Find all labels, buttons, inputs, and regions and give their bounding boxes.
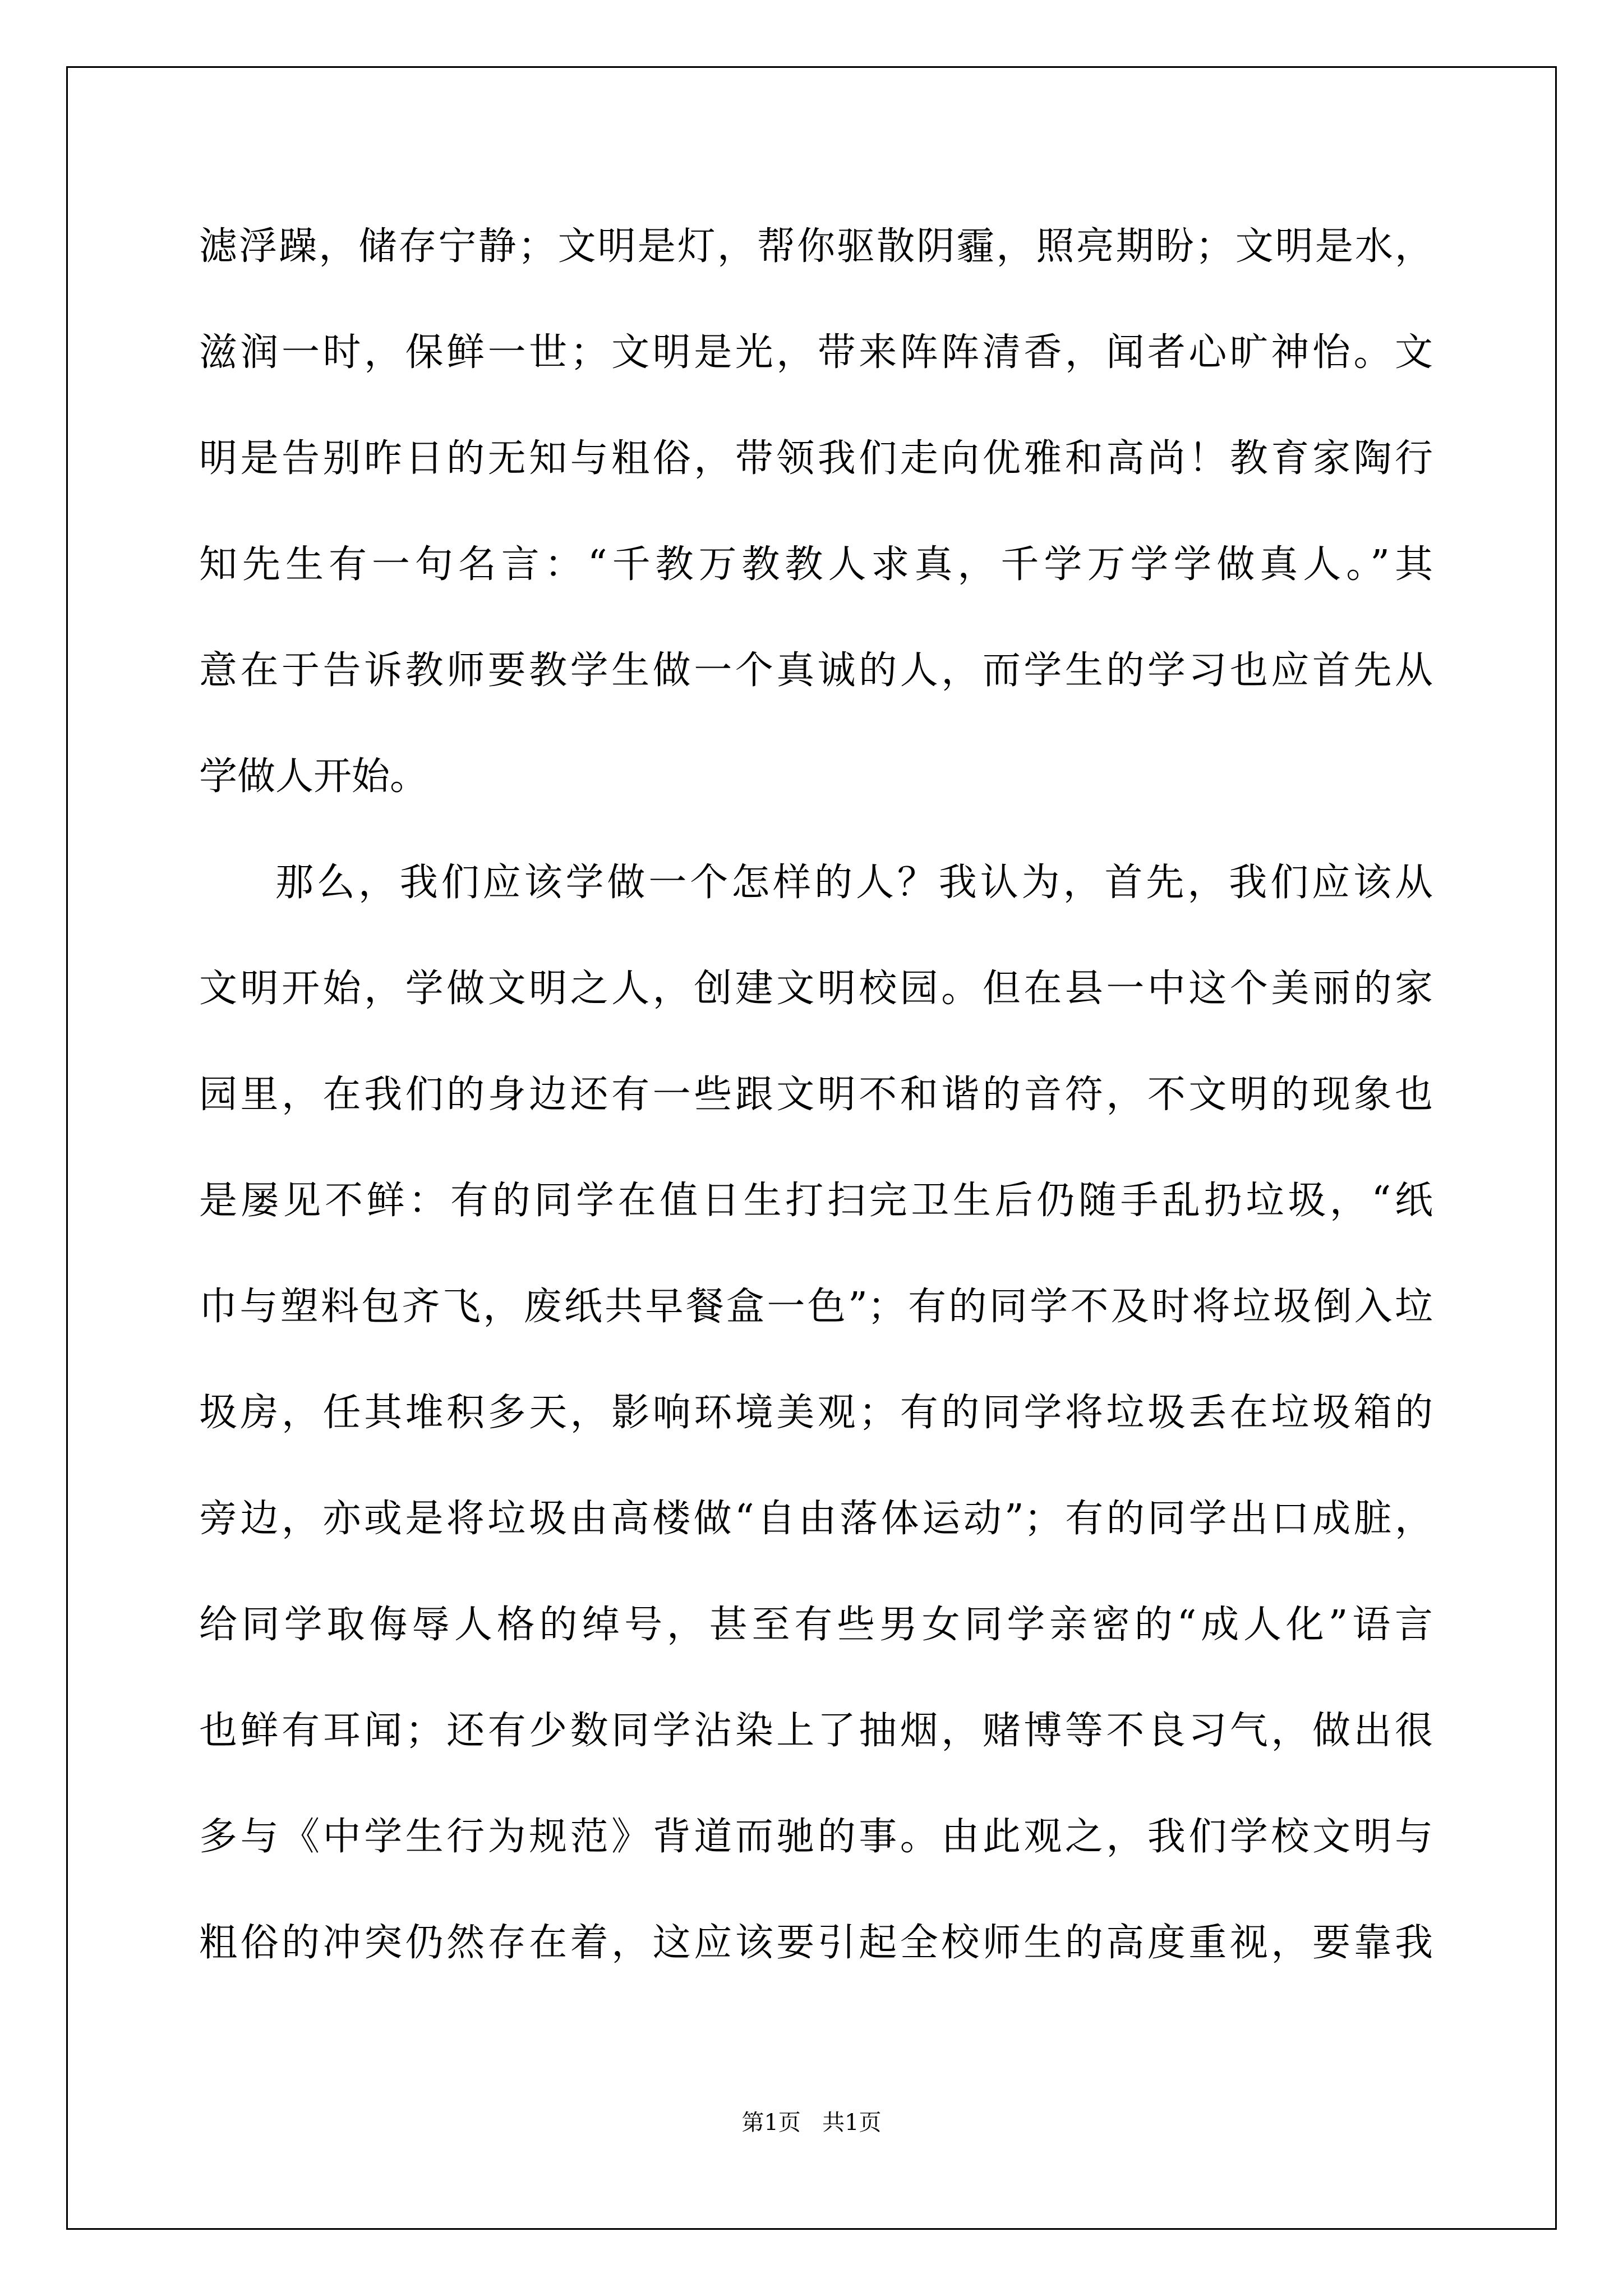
text-line: 是屡见不鲜：有的同学在值日生打扫完卫生后仍随手乱扔垃圾，“纸 [199, 1179, 1433, 1223]
text-line: 滤浮躁，储存宁静；文明是灯，帮你驱散阴霾，照亮期盼；文明是水， [199, 224, 1433, 269]
text-line: 旁边，亦或是将垃圾由高楼做“自由落体运动”；有的同学出口成脏， [199, 1497, 1433, 1541]
text-line: 粗俗的冲突仍然存在着，这应该要引起全校师生的高度重视，要靠我 [199, 1921, 1433, 1965]
text-line: 园里，在我们的身边还有一些跟文明不和谐的音符，不文明的现象也 [199, 1073, 1433, 1117]
text-line: 意在于告诉教师要教学生做一个真诚的人，而学生的学习也应首先从 [199, 648, 1433, 693]
page-total: 共1页 [822, 2110, 882, 2136]
text-line: 也鲜有耳闻；还有少数同学沾染上了抽烟，赌博等不良习气，做出很 [199, 1709, 1433, 1753]
text-line: 知先生有一句名言：“千教万教教人求真，千学万学学做真人。”其 [199, 542, 1433, 587]
page-footer [0, 2105, 1623, 2137]
text-line: 明是告别昨日的无知与粗俗，带领我们走向优雅和高尚！教育家陶行 [199, 436, 1433, 481]
text-line: 学做人开始。 [199, 754, 428, 799]
text-line: 滋润一时，保鲜一世；文明是光，带来阵阵清香，闻者心旷神怡。文 [199, 330, 1433, 375]
text-line: 给同学取侮辱人格的绰号，甚至有些男女同学亲密的“成人化”语言 [199, 1603, 1433, 1647]
document-body [199, 194, 1433, 1996]
text-line: 圾房，任其堆积多天，影响环境美观；有的同学将垃圾丢在垃圾箱的 [199, 1391, 1433, 1435]
page-number: 第1页 [741, 2110, 801, 2136]
text-line: 多与《中学生行为规范》背道而驰的事。由此观之，我们学校文明与 [199, 1815, 1433, 1859]
text-line: 文明开始，学做文明之人，创建文明校园。但在县一中这个美丽的家 [199, 967, 1433, 1011]
text-line: 那么，我们应该学做一个怎样的人？我认为，首先，我们应该从 [275, 861, 1433, 905]
text-line: 巾与塑料包齐飞，废纸共早餐盒一色”；有的同学不及时将垃圾倒入垃 [199, 1285, 1433, 1329]
